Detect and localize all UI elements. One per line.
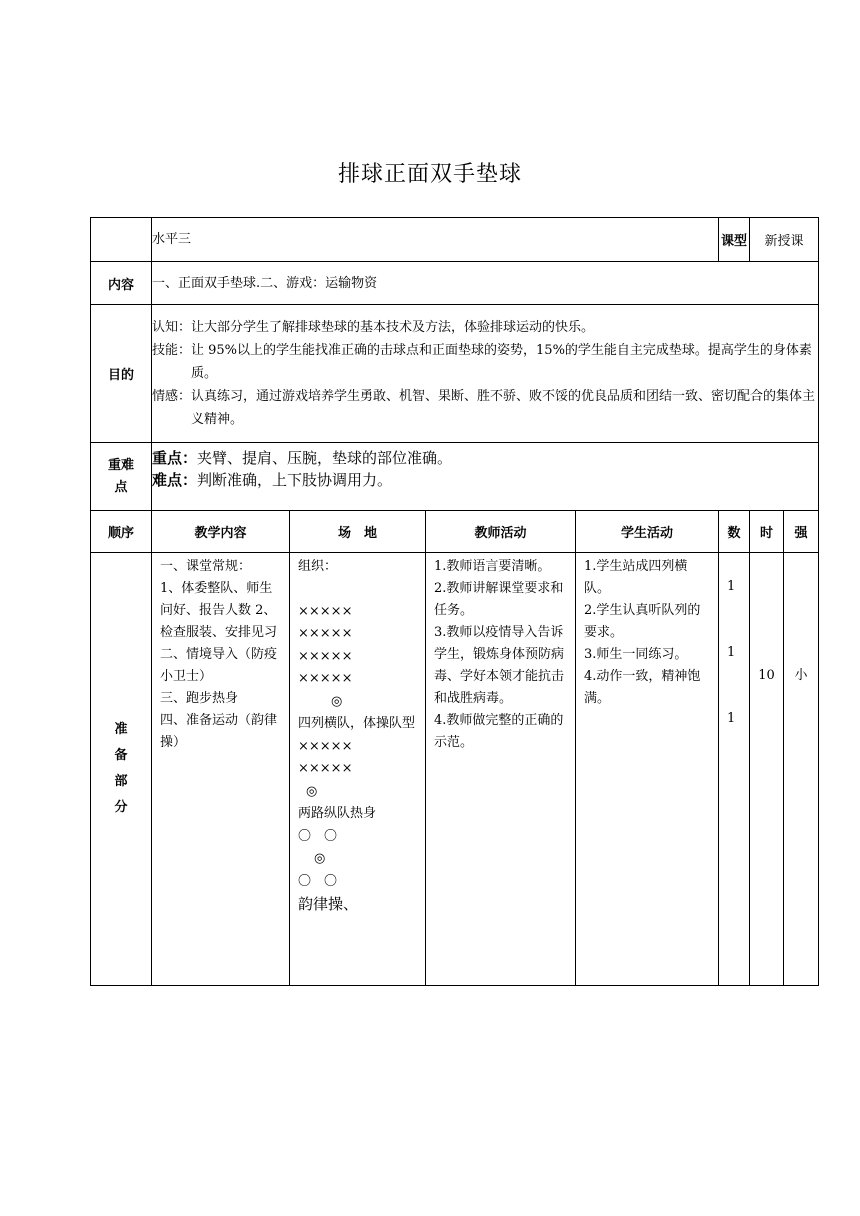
col-time: 时 [750, 511, 784, 553]
column-header-row [91, 511, 819, 553]
goal-text [152, 305, 819, 443]
goal-row [91, 305, 819, 443]
col-content: 教学内容 [152, 511, 290, 553]
content-row [91, 262, 819, 305]
lesson-type-label: 课型 [719, 218, 750, 262]
difficulty-point: 判断准确，上下肢协调用力。 [197, 471, 393, 489]
col-student: 学生活动 [576, 511, 719, 553]
key-text [152, 443, 819, 511]
diff-prefix: 难点： [152, 471, 198, 489]
key-label-2: 点 [114, 479, 128, 495]
col-count: 数 [719, 511, 750, 553]
page-title: 排球正面双手垫球 [337, 162, 522, 187]
prep-content: 一、课堂常规： 1、体委整队、师生问好、报告人数 2、检查服装、安排见习 二、情境导入（防疫小卫士） 三、跑步热身 四、准备运动（韵律操） [152, 553, 290, 986]
col-intensity: 强 [784, 511, 819, 553]
content-text: 一、正面双手垫球.二、游戏：运输物资 [152, 262, 819, 305]
col-field: 场 地 [290, 511, 426, 553]
level-cell: 水平三 [152, 218, 719, 262]
header-row [91, 218, 819, 262]
col-order: 顺序 [91, 511, 152, 553]
col-teacher: 教师活动 [426, 511, 576, 553]
prep-count: 1 1 1 [719, 553, 750, 986]
prep-student: 1.学生站成四列横队。 2.学生认真听队列的要求。 3.师生一同练习。 4.动作一致，精神饱满。 [576, 553, 719, 986]
key-label-1: 重难 [107, 457, 134, 473]
lesson-plan-table [90, 217, 819, 986]
key-prefix: 重点： [152, 449, 198, 467]
prep-field: 组织： ××××× ××××× ××××× ××××× ◎ 四列横队，体操队型 ××××× ××××× ◎ 两路纵队热身 〇 〇 ◎ 〇 〇 韵律操、 [290, 553, 426, 986]
content-label: 内容 [91, 262, 152, 305]
teacher-marker: ◎ [331, 693, 343, 709]
teacher-marker: ◎ [306, 783, 318, 799]
key-label [91, 443, 152, 511]
prep-time: 10 [750, 553, 784, 986]
goal-skill: 技能：让 95%以上的学生能找准正确的击球点和正面垫球的姿势，15%的学生能自主完成垫球。提高学生的身体素质。 [152, 343, 812, 381]
empty-cell [91, 218, 152, 262]
prep-intensity: 小 [784, 553, 819, 986]
prep-section-label: 准 备 部 分 [91, 553, 152, 986]
key-row [91, 443, 819, 511]
prep-row [91, 553, 819, 986]
goal-cognition: 认知：让大部分学生了解排球垫球的基本技术及方法，体验排球运动的快乐。 [152, 320, 595, 335]
teacher-marker: ◎ [314, 851, 326, 866]
goal-label: 目的 [91, 305, 152, 443]
goal-emotion: 情感：认真练习，通过游戏培养学生勇敢、机智、果断、胜不骄、败不馁的优良品质和团结一致、密切配合的集体主义精神。 [152, 389, 816, 427]
prep-teacher: 1.教师语言要清晰。 2.教师讲解课堂要求和任务。 3.教师以疫情导入告诉学生，锻炼身体预防病毒、学好本领才能抗击和战胜病毒。 4.教师做完整的正确的示范。 [426, 553, 576, 986]
lesson-type-value: 新授课 [750, 218, 819, 262]
key-point: 夹臂、提肩、压腕，垫球的部位准确。 [197, 449, 453, 467]
